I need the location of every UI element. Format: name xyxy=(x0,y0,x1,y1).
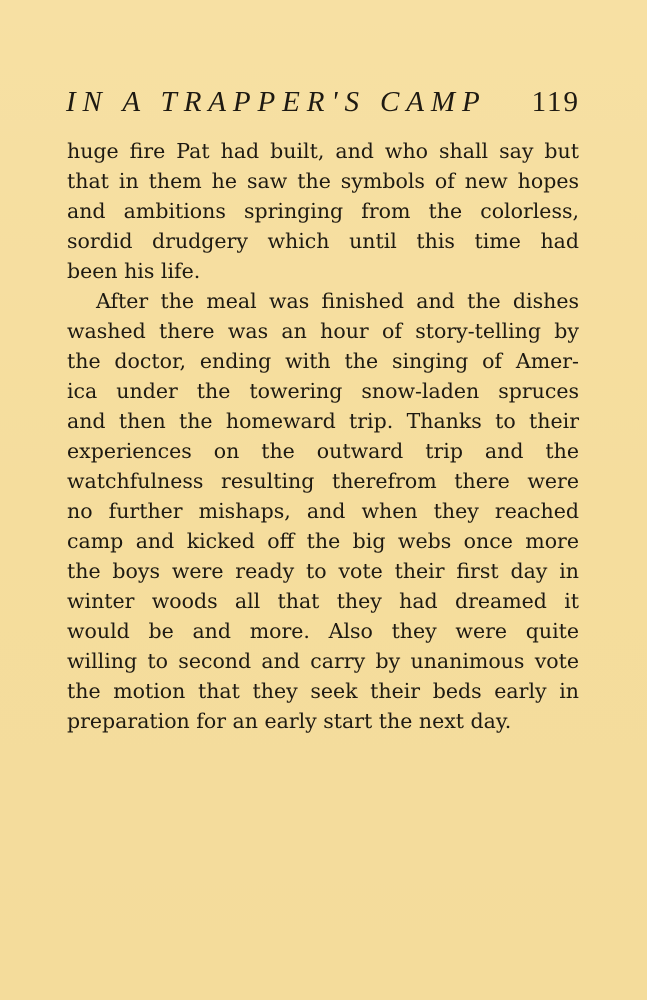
text-line: the boys were ready to vote their first day in xyxy=(67,559,579,583)
text-line: been his life. xyxy=(67,259,201,283)
text-line: washed there was an hour of story-telling by xyxy=(67,319,579,343)
text-line: camp and kicked off the big webs once more xyxy=(67,529,579,553)
text-line: the motion that they seek their beds early in xyxy=(67,679,579,703)
text-line: experiences on the outward trip and the xyxy=(67,439,579,463)
text-line: huge fire Pat had built, and who shall say but xyxy=(67,139,579,163)
text-line: the doctor, ending with the singing of Amer- xyxy=(67,349,579,373)
paragraph-2 xyxy=(67,286,579,736)
running-head xyxy=(66,84,580,124)
text-line: and ambitions springing from the colorless, xyxy=(67,199,579,223)
text-line: willing to second and carry by unanimous vote xyxy=(67,649,579,673)
running-head-title: IN A TRAPPER'S CAMP xyxy=(66,86,487,118)
text-line: that in them he saw the symbols of new hopes xyxy=(67,169,579,193)
text-line: winter woods all that they had dreamed it xyxy=(67,589,579,613)
text-line: and then the homeward trip. Thanks to their xyxy=(67,409,579,433)
paragraph-1 xyxy=(67,136,579,286)
text-line: ica under the towering snow-laden spruces xyxy=(67,379,579,403)
page-number: 119 xyxy=(531,86,580,118)
text-line: no further mishaps, and when they reached xyxy=(67,499,579,523)
body-text xyxy=(67,136,579,736)
text-line: After the meal was finished and the dishes xyxy=(96,289,579,313)
text-line: watchfulness resulting therefrom there were xyxy=(67,469,579,493)
text-line: would be and more. Also they were quite xyxy=(67,619,579,643)
text-line: sordid drudgery which until this time had xyxy=(67,229,579,253)
text-line: preparation for an early start the next day. xyxy=(67,709,512,733)
